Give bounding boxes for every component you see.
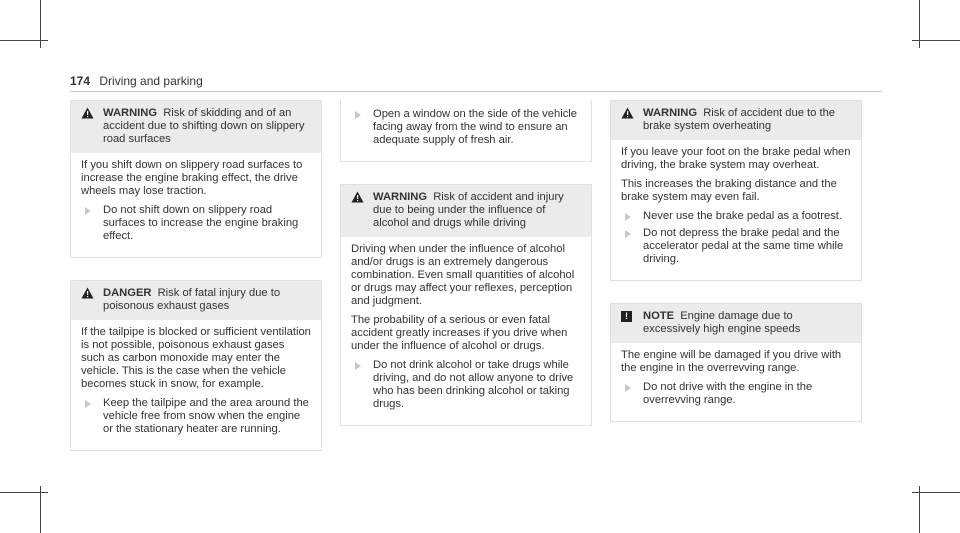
danger-title: Risk of fatal injury due to poisonous exhaust gases: [103, 287, 281, 312]
step-text: Open a window on the side of the vehicle facing away from the wind to ensure an adequate supply of fresh air.: [373, 108, 577, 146]
note-body: [611, 343, 861, 421]
warning-triangle-icon: [621, 107, 634, 119]
crop-mark: [912, 40, 960, 41]
warning-keyword: WARNING: [373, 191, 428, 203]
warning-text: The probability of a serious or even fatal accident greatly increases if you drive when under the influence of alcohol or drugs.: [351, 314, 568, 352]
column-3: [610, 100, 862, 444]
warning-box-alcohol: [340, 184, 592, 426]
warning-title: Risk of skidding and of an accident due to shifting down on slippery road surfaces: [103, 107, 305, 145]
danger-keyword: DANGER: [103, 287, 152, 299]
column-2: [340, 100, 592, 448]
step-text: Keep the tailpipe and the area around the vehicle free from snow when the engine or the stationary heater are running.: [103, 397, 309, 435]
warning-box-brake: [610, 100, 862, 281]
step-text: Do not depress the brake pedal and the accelerator pedal at the same time while driving.: [643, 227, 844, 265]
note-title: Engine damage due to excessively high engine speeds: [643, 310, 801, 335]
step-text: Never use the brake pedal as a footrest.: [643, 210, 843, 222]
warning-title: Risk of accident due to the brake system overheating: [643, 107, 836, 132]
note-box-engine: [610, 303, 862, 422]
warning-body: [71, 153, 321, 257]
exclamation-icon: !: [621, 311, 632, 322]
instruction-step: [351, 359, 581, 411]
danger-text: If the tailpipe is blocked or sufficient ventilation is not possible, poisonous exhaust gases such as carbon monoxide may enter the vehicle. This is the case when the vehicle becomes stuck in snow, for example.: [81, 326, 311, 390]
warning-triangle-icon: [81, 287, 94, 299]
warning-header: [71, 101, 321, 153]
page-number: 174: [70, 74, 91, 88]
continued-body: [341, 100, 591, 161]
instruction-step: [81, 397, 311, 436]
step-arrow-icon: [85, 400, 91, 408]
warning-header: [341, 185, 591, 237]
warning-title: Risk of accident and injury due to being under the influence of alcohol and drugs while driving: [373, 191, 564, 229]
step-arrow-icon: [355, 362, 361, 370]
step-arrow-icon: [355, 111, 361, 119]
instruction-step: [351, 108, 581, 147]
continued-steps: [340, 100, 592, 162]
warning-triangle-icon: [351, 191, 364, 203]
warning-body: [611, 140, 861, 280]
danger-body: [71, 320, 321, 450]
note-text: The engine will be damaged if you drive with the engine in the overrevving range.: [621, 349, 842, 374]
crop-mark: [919, 486, 920, 533]
section-title: Driving and parking: [99, 74, 203, 88]
instruction-step: [621, 227, 851, 266]
warning-box-skidding: [70, 100, 322, 258]
warning-keyword: WARNING: [103, 107, 158, 119]
warning-text: Driving when under the influence of alcohol and/or drugs is an extremely dangerous combination. Even small quantities of alcohol or drugs may affect your reflexes, perception and judgment.: [351, 243, 575, 307]
instruction-step: [621, 381, 851, 407]
instruction-step: [81, 204, 311, 243]
step-text: Do not shift down on slippery road surfaces to increase the engine braking effect.: [103, 204, 299, 242]
note-keyword: NOTE: [643, 310, 675, 322]
warning-keyword: WARNING: [643, 107, 698, 119]
step-arrow-icon: [85, 207, 91, 215]
crop-mark: [40, 486, 41, 533]
instruction-step: [621, 210, 851, 223]
step-text: Do not drink alcohol or take drugs while driving, and do not allow anyone to drive who has been drinking alcohol or taking drugs.: [373, 359, 574, 410]
danger-box-exhaust: [70, 280, 322, 451]
warning-triangle-icon: [81, 107, 94, 119]
warning-text: This increases the braking distance and the brake system may even fail.: [621, 178, 837, 203]
warning-body: [341, 237, 591, 425]
step-text: Do not drive with the engine in the overrevving range.: [643, 381, 813, 406]
warning-text: If you shift down on slippery road surfaces to increase the engine braking effect, the drive wheels may lose traction.: [81, 159, 303, 197]
note-header: [611, 304, 861, 343]
step-arrow-icon: [625, 230, 631, 238]
column-1: [70, 100, 322, 473]
warning-header: [611, 101, 861, 140]
page-header: [70, 74, 203, 88]
crop-mark: [0, 40, 48, 41]
header-rule: [70, 91, 882, 92]
warning-text: If you leave your foot on the brake pedal when driving, the brake system may overheat.: [621, 146, 851, 171]
step-arrow-icon: [625, 213, 631, 221]
danger-header: [71, 281, 321, 320]
crop-mark: [912, 492, 960, 493]
step-arrow-icon: [625, 384, 631, 392]
crop-mark: [0, 492, 48, 493]
